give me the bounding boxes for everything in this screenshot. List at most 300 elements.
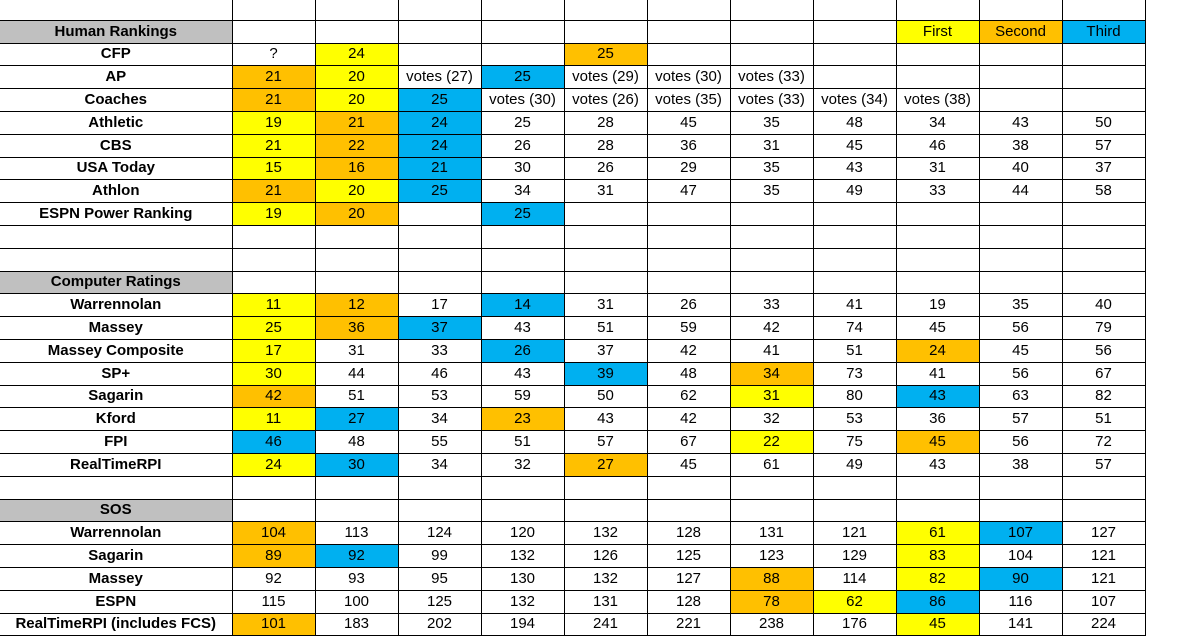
row-label[interactable] [0, 0, 232, 20]
table-cell[interactable]: 80 [813, 385, 896, 408]
table-cell[interactable] [896, 476, 979, 499]
table-cell[interactable]: 19 [896, 294, 979, 317]
table-cell[interactable]: 61 [730, 453, 813, 476]
table-cell[interactable]: 59 [647, 317, 730, 340]
table-cell[interactable]: 62 [647, 385, 730, 408]
table-cell[interactable] [481, 225, 564, 248]
table-cell[interactable]: 43 [564, 408, 647, 431]
table-cell[interactable]: 79 [1062, 317, 1145, 340]
table-cell[interactable]: 45 [896, 317, 979, 340]
table-cell[interactable] [398, 20, 481, 43]
table-cell[interactable]: 48 [647, 362, 730, 385]
table-cell[interactable]: 49 [813, 180, 896, 203]
table-cell[interactable]: 104 [232, 522, 315, 545]
table-cell[interactable]: 224 [1062, 613, 1145, 636]
table-cell[interactable] [232, 20, 315, 43]
table-cell[interactable] [813, 271, 896, 294]
table-cell[interactable]: 27 [315, 408, 398, 431]
table-cell[interactable]: 132 [481, 545, 564, 568]
table-cell[interactable]: 32 [730, 408, 813, 431]
table-cell[interactable]: 14 [481, 294, 564, 317]
table-cell[interactable]: 33 [730, 294, 813, 317]
table-cell[interactable]: 126 [564, 545, 647, 568]
table-cell[interactable]: 34 [398, 408, 481, 431]
table-cell[interactable] [398, 499, 481, 522]
table-cell[interactable]: 125 [398, 590, 481, 613]
table-cell[interactable] [232, 225, 315, 248]
table-cell[interactable]: 41 [896, 362, 979, 385]
table-cell[interactable]: 62 [813, 590, 896, 613]
table-cell[interactable]: 34 [896, 111, 979, 134]
table-cell[interactable]: 49 [813, 453, 896, 476]
table-cell[interactable]: 57 [979, 408, 1062, 431]
table-cell[interactable]: 82 [896, 567, 979, 590]
table-cell[interactable]: 89 [232, 545, 315, 568]
table-cell[interactable]: 123 [730, 545, 813, 568]
table-cell[interactable] [730, 248, 813, 271]
table-cell[interactable]: 78 [730, 590, 813, 613]
table-cell[interactable]: 45 [896, 431, 979, 454]
table-cell[interactable]: 31 [730, 385, 813, 408]
table-cell[interactable]: 44 [979, 180, 1062, 203]
table-cell[interactable] [481, 0, 564, 20]
table-cell[interactable] [647, 20, 730, 43]
table-cell[interactable] [1062, 43, 1145, 66]
table-cell[interactable]: 37 [1062, 157, 1145, 180]
table-cell[interactable]: 132 [564, 567, 647, 590]
table-cell[interactable] [896, 43, 979, 66]
table-cell[interactable]: 25 [481, 66, 564, 89]
table-cell[interactable]: 241 [564, 613, 647, 636]
table-cell[interactable] [813, 203, 896, 226]
table-cell[interactable]: 132 [481, 590, 564, 613]
table-cell[interactable]: votes (33) [730, 66, 813, 89]
table-cell[interactable] [232, 0, 315, 20]
table-cell[interactable]: 25 [232, 317, 315, 340]
table-cell[interactable] [481, 248, 564, 271]
table-cell[interactable]: 67 [1062, 362, 1145, 385]
table-cell[interactable]: 56 [1062, 339, 1145, 362]
row-label[interactable]: Massey [0, 317, 232, 340]
row-label[interactable]: FPI [0, 431, 232, 454]
row-label[interactable]: RealTimeRPI [0, 453, 232, 476]
table-cell[interactable]: 11 [232, 294, 315, 317]
table-cell[interactable] [813, 20, 896, 43]
table-cell[interactable]: 56 [979, 317, 1062, 340]
table-cell[interactable]: 35 [979, 294, 1062, 317]
table-cell[interactable]: 34 [398, 453, 481, 476]
table-cell[interactable] [564, 499, 647, 522]
table-cell[interactable] [896, 499, 979, 522]
table-cell[interactable] [813, 248, 896, 271]
table-cell[interactable] [1062, 89, 1145, 112]
table-cell[interactable] [398, 225, 481, 248]
table-cell[interactable]: 57 [564, 431, 647, 454]
table-cell[interactable]: votes (27) [398, 66, 481, 89]
table-cell[interactable]: 120 [481, 522, 564, 545]
table-cell[interactable] [481, 43, 564, 66]
table-cell[interactable]: 202 [398, 613, 481, 636]
table-cell[interactable]: 40 [979, 157, 1062, 180]
table-cell[interactable]: 40 [1062, 294, 1145, 317]
table-cell[interactable] [896, 271, 979, 294]
table-cell[interactable] [647, 476, 730, 499]
table-cell[interactable] [564, 476, 647, 499]
table-cell[interactable]: 46 [896, 134, 979, 157]
table-cell[interactable]: 104 [979, 545, 1062, 568]
row-label[interactable]: USA Today [0, 157, 232, 180]
table-cell[interactable] [730, 20, 813, 43]
table-cell[interactable]: 20 [315, 203, 398, 226]
table-cell[interactable]: 20 [315, 180, 398, 203]
row-label[interactable]: Sagarin [0, 385, 232, 408]
table-cell[interactable] [1062, 248, 1145, 271]
row-label[interactable]: ESPN [0, 590, 232, 613]
table-cell[interactable]: 116 [979, 590, 1062, 613]
table-cell[interactable] [1062, 271, 1145, 294]
table-cell[interactable]: 42 [647, 408, 730, 431]
table-cell[interactable] [647, 43, 730, 66]
table-cell[interactable]: 24 [896, 339, 979, 362]
table-cell[interactable] [564, 225, 647, 248]
table-cell[interactable]: 50 [564, 385, 647, 408]
table-cell[interactable]: 21 [232, 66, 315, 89]
table-cell[interactable]: 45 [813, 134, 896, 157]
table-cell[interactable]: 19 [232, 203, 315, 226]
table-cell[interactable]: 36 [315, 317, 398, 340]
row-label[interactable]: CBS [0, 134, 232, 157]
table-cell[interactable]: 51 [813, 339, 896, 362]
table-cell[interactable]: votes (34) [813, 89, 896, 112]
table-cell[interactable] [481, 476, 564, 499]
table-cell[interactable] [979, 0, 1062, 20]
table-cell[interactable]: 25 [398, 180, 481, 203]
table-cell[interactable]: 30 [232, 362, 315, 385]
table-cell[interactable]: 38 [979, 453, 1062, 476]
table-cell[interactable]: 238 [730, 613, 813, 636]
table-cell[interactable] [813, 43, 896, 66]
table-cell[interactable]: 74 [813, 317, 896, 340]
table-cell[interactable] [813, 476, 896, 499]
table-cell[interactable] [232, 499, 315, 522]
table-cell[interactable]: 31 [315, 339, 398, 362]
table-cell[interactable]: 26 [564, 157, 647, 180]
table-cell[interactable]: 30 [315, 453, 398, 476]
table-cell[interactable] [315, 499, 398, 522]
table-cell[interactable]: 83 [896, 545, 979, 568]
table-cell[interactable]: 43 [896, 453, 979, 476]
table-cell[interactable] [398, 271, 481, 294]
table-cell[interactable] [730, 271, 813, 294]
table-cell[interactable] [979, 225, 1062, 248]
table-cell[interactable] [647, 203, 730, 226]
table-cell[interactable]: 127 [647, 567, 730, 590]
table-cell[interactable]: 221 [647, 613, 730, 636]
table-cell[interactable] [398, 43, 481, 66]
table-cell[interactable]: 22 [315, 134, 398, 157]
table-cell[interactable]: votes (30) [647, 66, 730, 89]
table-cell[interactable]: 44 [315, 362, 398, 385]
row-label[interactable]: ESPN Power Ranking [0, 203, 232, 226]
legend-third[interactable]: Third [1062, 20, 1145, 43]
table-cell[interactable] [730, 43, 813, 66]
table-cell[interactable]: 24 [398, 134, 481, 157]
table-cell[interactable]: 125 [647, 545, 730, 568]
table-cell[interactable] [564, 271, 647, 294]
table-cell[interactable] [813, 499, 896, 522]
table-cell[interactable] [979, 66, 1062, 89]
table-cell[interactable]: 56 [979, 362, 1062, 385]
table-cell[interactable] [813, 225, 896, 248]
table-cell[interactable]: 16 [315, 157, 398, 180]
table-cell[interactable]: 57 [1062, 453, 1145, 476]
table-cell[interactable]: 128 [647, 522, 730, 545]
table-cell[interactable] [979, 499, 1062, 522]
table-cell[interactable] [730, 499, 813, 522]
row-label[interactable]: Athletic [0, 111, 232, 134]
table-cell[interactable] [979, 271, 1062, 294]
table-cell[interactable]: 101 [232, 613, 315, 636]
table-cell[interactable]: 39 [564, 362, 647, 385]
table-cell[interactable]: 25 [481, 111, 564, 134]
legend-first[interactable]: First [896, 20, 979, 43]
row-label[interactable]: RealTimeRPI (includes FCS) [0, 613, 232, 636]
table-cell[interactable]: 12 [315, 294, 398, 317]
table-cell[interactable]: 53 [813, 408, 896, 431]
table-cell[interactable] [647, 225, 730, 248]
table-cell[interactable]: 95 [398, 567, 481, 590]
table-cell[interactable]: 45 [896, 613, 979, 636]
table-cell[interactable]: votes (33) [730, 89, 813, 112]
table-cell[interactable]: 132 [564, 522, 647, 545]
table-cell[interactable]: 33 [896, 180, 979, 203]
table-cell[interactable]: 141 [979, 613, 1062, 636]
table-cell[interactable] [1062, 0, 1145, 20]
table-cell[interactable]: 31 [564, 180, 647, 203]
table-cell[interactable]: 82 [1062, 385, 1145, 408]
table-cell[interactable] [979, 43, 1062, 66]
table-cell[interactable]: 130 [481, 567, 564, 590]
table-cell[interactable]: 121 [813, 522, 896, 545]
table-cell[interactable]: votes (30) [481, 89, 564, 112]
table-cell[interactable]: 113 [315, 522, 398, 545]
table-cell[interactable]: 20 [315, 66, 398, 89]
table-cell[interactable] [481, 20, 564, 43]
row-label[interactable] [0, 225, 232, 248]
table-cell[interactable] [647, 0, 730, 20]
table-cell[interactable]: votes (26) [564, 89, 647, 112]
table-cell[interactable] [564, 203, 647, 226]
table-cell[interactable]: 86 [896, 590, 979, 613]
table-cell[interactable] [481, 271, 564, 294]
table-cell[interactable]: 43 [481, 317, 564, 340]
table-cell[interactable]: 31 [730, 134, 813, 157]
table-cell[interactable]: 19 [232, 111, 315, 134]
table-cell[interactable]: 107 [979, 522, 1062, 545]
section-header[interactable]: Human Rankings [0, 20, 232, 43]
table-cell[interactable] [564, 20, 647, 43]
table-cell[interactable] [315, 0, 398, 20]
table-cell[interactable]: 100 [315, 590, 398, 613]
table-cell[interactable] [896, 203, 979, 226]
table-cell[interactable]: 131 [564, 590, 647, 613]
table-cell[interactable]: votes (35) [647, 89, 730, 112]
table-cell[interactable]: 25 [398, 89, 481, 112]
table-cell[interactable]: 45 [979, 339, 1062, 362]
table-cell[interactable] [979, 203, 1062, 226]
table-cell[interactable]: 42 [647, 339, 730, 362]
table-cell[interactable]: 61 [896, 522, 979, 545]
table-cell[interactable]: 46 [398, 362, 481, 385]
table-cell[interactable]: 43 [813, 157, 896, 180]
table-cell[interactable] [398, 0, 481, 20]
row-label[interactable]: Warrennolan [0, 522, 232, 545]
table-cell[interactable] [647, 271, 730, 294]
table-cell[interactable]: 129 [813, 545, 896, 568]
table-cell[interactable]: 34 [481, 180, 564, 203]
table-cell[interactable]: 24 [398, 111, 481, 134]
table-cell[interactable] [564, 248, 647, 271]
table-cell[interactable]: 127 [1062, 522, 1145, 545]
table-cell[interactable]: 27 [564, 453, 647, 476]
table-cell[interactable]: 24 [232, 453, 315, 476]
row-label[interactable]: Athlon [0, 180, 232, 203]
table-cell[interactable] [647, 499, 730, 522]
table-cell[interactable] [232, 476, 315, 499]
table-cell[interactable] [315, 20, 398, 43]
table-cell[interactable] [896, 225, 979, 248]
row-label[interactable]: Sagarin [0, 545, 232, 568]
table-cell[interactable]: votes (38) [896, 89, 979, 112]
table-cell[interactable]: 59 [481, 385, 564, 408]
table-cell[interactable]: 42 [730, 317, 813, 340]
table-cell[interactable]: 26 [481, 134, 564, 157]
table-cell[interactable]: 107 [1062, 590, 1145, 613]
table-cell[interactable]: 11 [232, 408, 315, 431]
table-cell[interactable]: 92 [232, 567, 315, 590]
table-cell[interactable]: 121 [1062, 545, 1145, 568]
table-cell[interactable]: 21 [232, 180, 315, 203]
table-cell[interactable]: 128 [647, 590, 730, 613]
table-cell[interactable]: 35 [730, 157, 813, 180]
table-cell[interactable]: 47 [647, 180, 730, 203]
table-cell[interactable]: 194 [481, 613, 564, 636]
table-cell[interactable] [647, 248, 730, 271]
table-cell[interactable]: 20 [315, 89, 398, 112]
row-label[interactable] [0, 248, 232, 271]
row-label[interactable]: Coaches [0, 89, 232, 112]
table-cell[interactable] [896, 66, 979, 89]
table-cell[interactable] [232, 271, 315, 294]
table-cell[interactable] [398, 248, 481, 271]
table-cell[interactable] [315, 248, 398, 271]
table-cell[interactable]: 99 [398, 545, 481, 568]
table-cell[interactable]: 50 [1062, 111, 1145, 134]
table-cell[interactable]: 30 [481, 157, 564, 180]
table-cell[interactable]: 43 [979, 111, 1062, 134]
table-cell[interactable]: 88 [730, 567, 813, 590]
table-cell[interactable]: 21 [232, 134, 315, 157]
row-label[interactable]: CFP [0, 43, 232, 66]
table-cell[interactable]: 46 [232, 431, 315, 454]
table-cell[interactable] [979, 248, 1062, 271]
table-cell[interactable]: 183 [315, 613, 398, 636]
table-cell[interactable]: 45 [647, 453, 730, 476]
table-cell[interactable]: 41 [730, 339, 813, 362]
section-header[interactable]: Computer Ratings [0, 271, 232, 294]
table-cell[interactable]: 35 [730, 111, 813, 134]
table-cell[interactable]: 31 [564, 294, 647, 317]
table-cell[interactable] [315, 271, 398, 294]
table-cell[interactable] [398, 476, 481, 499]
table-cell[interactable] [232, 248, 315, 271]
table-cell[interactable]: 37 [564, 339, 647, 362]
table-cell[interactable] [896, 0, 979, 20]
table-cell[interactable]: 31 [896, 157, 979, 180]
table-cell[interactable]: 90 [979, 567, 1062, 590]
table-cell[interactable] [896, 248, 979, 271]
table-cell[interactable]: 22 [730, 431, 813, 454]
table-cell[interactable] [398, 203, 481, 226]
row-label[interactable] [0, 476, 232, 499]
table-cell[interactable]: ? [232, 43, 315, 66]
table-cell[interactable]: 34 [730, 362, 813, 385]
table-cell[interactable]: 56 [979, 431, 1062, 454]
table-cell[interactable] [730, 225, 813, 248]
table-cell[interactable]: 29 [647, 157, 730, 180]
table-cell[interactable]: 38 [979, 134, 1062, 157]
table-cell[interactable] [315, 225, 398, 248]
table-cell[interactable] [315, 476, 398, 499]
legend-second[interactable]: Second [979, 20, 1062, 43]
table-cell[interactable]: 26 [481, 339, 564, 362]
table-cell[interactable]: 26 [647, 294, 730, 317]
table-cell[interactable] [1062, 225, 1145, 248]
table-cell[interactable]: 58 [1062, 180, 1145, 203]
table-cell[interactable]: 25 [564, 43, 647, 66]
table-cell[interactable] [730, 476, 813, 499]
table-cell[interactable] [730, 203, 813, 226]
table-cell[interactable]: 124 [398, 522, 481, 545]
table-cell[interactable]: 23 [481, 408, 564, 431]
table-cell[interactable]: 32 [481, 453, 564, 476]
table-cell[interactable]: 43 [896, 385, 979, 408]
table-cell[interactable]: 33 [398, 339, 481, 362]
table-cell[interactable]: 92 [315, 545, 398, 568]
table-cell[interactable]: 48 [315, 431, 398, 454]
table-cell[interactable] [564, 0, 647, 20]
table-cell[interactable]: 36 [647, 134, 730, 157]
table-cell[interactable] [481, 499, 564, 522]
table-cell[interactable]: votes (29) [564, 66, 647, 89]
table-cell[interactable] [813, 66, 896, 89]
table-cell[interactable] [979, 89, 1062, 112]
table-cell[interactable]: 21 [315, 111, 398, 134]
table-cell[interactable]: 51 [481, 431, 564, 454]
table-cell[interactable]: 72 [1062, 431, 1145, 454]
table-cell[interactable]: 48 [813, 111, 896, 134]
table-cell[interactable]: 121 [1062, 567, 1145, 590]
table-cell[interactable] [1062, 476, 1145, 499]
table-cell[interactable]: 41 [813, 294, 896, 317]
table-cell[interactable]: 35 [730, 180, 813, 203]
row-label[interactable]: Warrennolan [0, 294, 232, 317]
table-cell[interactable]: 75 [813, 431, 896, 454]
table-cell[interactable] [1062, 499, 1145, 522]
table-cell[interactable]: 17 [398, 294, 481, 317]
table-cell[interactable]: 15 [232, 157, 315, 180]
table-cell[interactable]: 53 [398, 385, 481, 408]
